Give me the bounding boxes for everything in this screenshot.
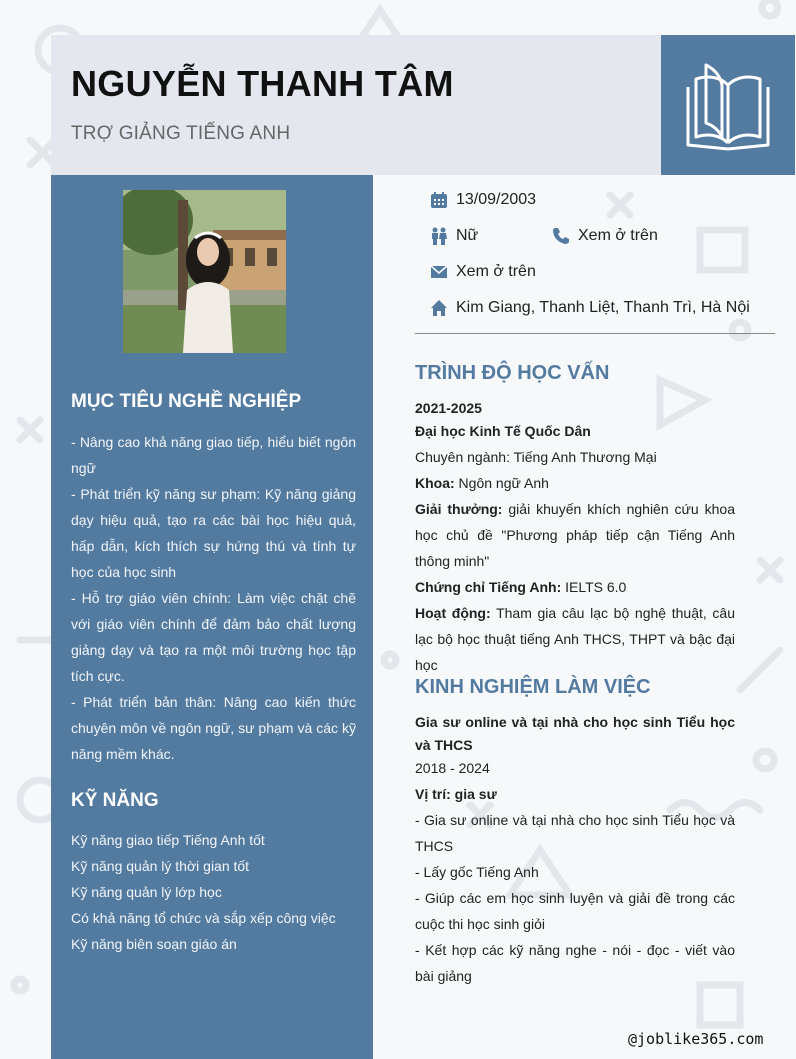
education-award [415, 496, 735, 574]
job-period: 2018 - 2024 [415, 760, 490, 776]
education-details [415, 444, 735, 678]
education-cert [415, 574, 735, 600]
source-watermark: @joblike365.com [628, 1030, 764, 1048]
skill-item: Kỹ năng giao tiếp Tiếng Anh tốt [71, 832, 265, 848]
job-duty: - Lấy gốc Tiếng Anh [415, 864, 539, 880]
activity-value: Tham gia câu lạc bộ nghệ thuật, câu lạc bộ học thuật tiếng Anh THCS, THPT và bậc đại học [415, 605, 735, 673]
profile-photo [123, 190, 286, 353]
email-value: Xem ở trên [456, 263, 536, 280]
header-icon-box [661, 35, 795, 175]
experience-title: KINH NGHIỆM LÀM VIỆC [415, 676, 651, 698]
objective-item: - Phát triển bản thân: Nâng cao kiến thức chuyên môn về ngôn ngữ, sư phạm và các kỹ năng mềm khác. [71, 694, 356, 762]
gender-value: Nữ [456, 227, 479, 244]
phone-row [552, 227, 658, 245]
job-duty: - Giúp các em học sinh luyện và giải đề trong các cuộc thi học sinh giỏi [415, 890, 735, 932]
award-label: Giải thưởng: [415, 501, 503, 517]
address-value: Kim Giang, Thanh Liệt, Thanh Trì, Hà Nội [456, 299, 750, 316]
book-icon [680, 57, 776, 153]
experience-header [415, 711, 735, 780]
education-major: Chuyên ngành: Tiếng Anh Thương Mại [415, 449, 657, 465]
objective-item: - Hỗ trợ giáo viên chính: Làm việc chặt chẽ với giáo viên chính để đảm bảo chất lượng giảng dạy và tạo ra một môi trường học tập tích cực. [71, 590, 356, 684]
phone-value: Xem ở trên [578, 227, 658, 244]
home-icon [430, 299, 448, 317]
cert-label: Chứng chỉ Tiếng Anh: [415, 579, 562, 595]
job-role: Vị trí: gia sư [415, 786, 497, 802]
activity-label: Hoạt động: [415, 605, 491, 621]
birthday-value: 13/09/2003 [456, 191, 537, 208]
candidate-name: NGUYỄN THANH TÂM [71, 63, 454, 104]
education-activity [415, 600, 735, 678]
skill-item: Kỹ năng quản lý lớp học [71, 884, 222, 900]
award-value: giải khuyến khích nghiên cứu khoa học chủ đề "Phương pháp tiếp cận Tiếng Anh thông minh" [415, 501, 736, 569]
cert-value: IELTS 6.0 [561, 579, 627, 595]
experience-details [415, 781, 735, 989]
objective-item: - Phát triển kỹ năng sư phạm: Kỹ năng giảng dạy hiệu quả, tạo ra các bài học hiệu quả, hấp dẫn, kích thích sự hứng thú và tính tự học của học sinh [71, 486, 356, 580]
objective-title: MỤC TIÊU NGHỀ NGHIỆP [71, 391, 302, 412]
job-position: TRỢ GIẢNG TIẾNG ANH [71, 123, 291, 144]
job-title: Gia sư online và tại nhà cho học sinh Tiểu học và THCS [415, 714, 735, 753]
education-period: 2021-2025 [415, 400, 482, 416]
phone-icon [552, 227, 570, 245]
skill-item: Có khả năng tổ chức và sắp xếp công việc [71, 910, 336, 926]
education-faculty [415, 470, 735, 496]
job-duty: - Gia sư online và tại nhà cho học sinh Tiểu học và THCS [415, 812, 735, 854]
objective-item: - Nâng cao khả năng giao tiếp, hiểu biết ngôn ngữ [71, 434, 356, 476]
education-header [415, 397, 735, 443]
skill-item: Kỹ năng quản lý thời gian tốt [71, 858, 250, 874]
job-duty: - Kết hợp các kỹ năng nghe - nói - đọc - viết vào bài giảng [415, 942, 735, 984]
education-title: TRÌNH ĐỘ HỌC VẤN [415, 362, 610, 384]
skill-item: Kỹ năng biên soạn giáo án [71, 936, 237, 952]
sidebar [51, 175, 373, 1059]
skills-title: KỸ NĂNG [71, 790, 159, 811]
education-school: Đại học Kinh Tế Quốc Dân [415, 423, 591, 439]
calendar-icon [430, 191, 448, 209]
gender-row [430, 227, 478, 245]
birthday-row [430, 191, 536, 209]
email-row [430, 263, 536, 281]
header [51, 35, 661, 175]
contact-divider [415, 333, 775, 334]
email-icon [430, 263, 448, 281]
faculty-value: Ngôn ngữ Anh [454, 475, 549, 491]
gender-icon [430, 227, 448, 245]
skills-list [71, 827, 336, 957]
address-row [430, 299, 750, 317]
objective-list [71, 429, 356, 767]
faculty-label: Khoa: [415, 475, 455, 491]
